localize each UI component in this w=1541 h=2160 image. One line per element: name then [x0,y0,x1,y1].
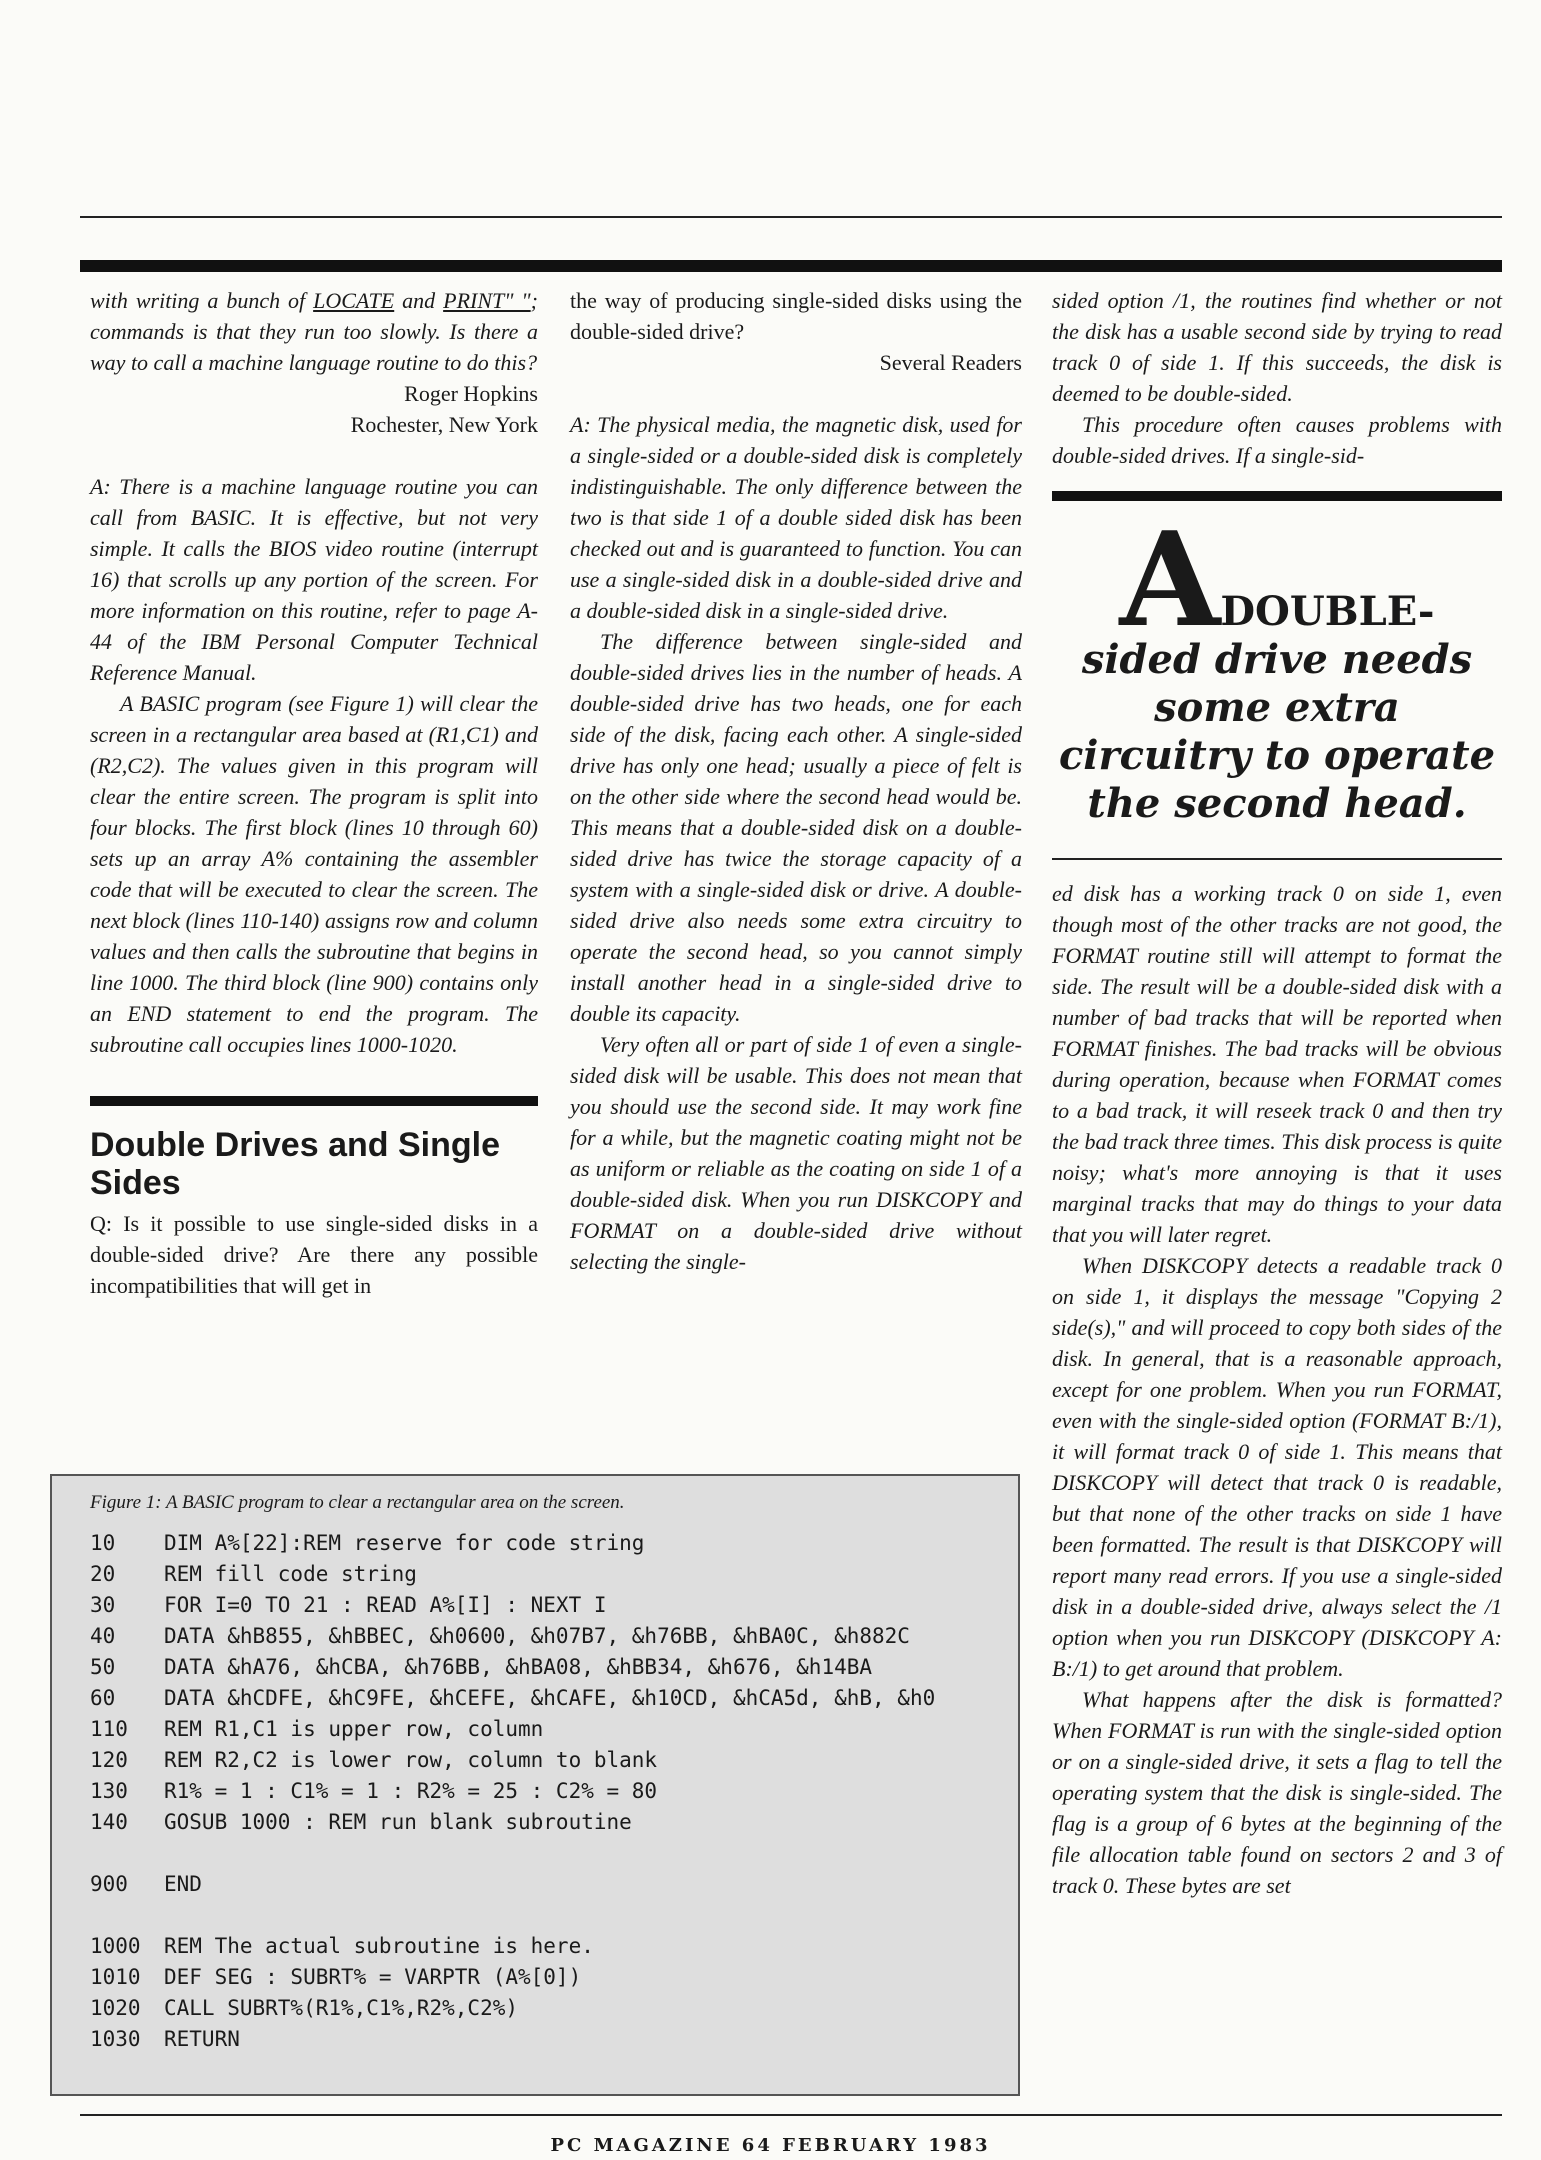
top-thin-rule [80,216,1502,218]
line-code: DATA &hB855, &hBBEC, &h0600, &h07B7, &h76BB, &hBA0C, &h882C [164,1624,910,1648]
section-bar [90,1096,538,1106]
code-blank-line [90,1900,998,1931]
line-number: 120 [90,1748,128,1772]
line-code: REM R1,C1 is upper row, column [164,1717,544,1741]
line-number: 40 [90,1624,116,1648]
body-paragraph: What happens after the disk is formatted? When FORMAT is run with the single-sided option or on a single-sided drive, it sets a flag to tell the operating system that the disk is single-sided. The flag is a group of 6 bytes at the beginning of the file allocation table found on sectors 2 and 3 of track 0. These bytes are set [1052,1687,1502,1898]
line-code: GOSUB 1000 : REM run blank subroutine [164,1810,632,1834]
line-number: 1000 [90,1934,141,1958]
line-number: 1010 [90,1965,141,1989]
code-line [90,1962,998,1993]
line-code: DATA &hA76, &hCBA, &h76BB, &hBA08, &hBB34, &h676, &h14BA [164,1655,873,1679]
signature-readers: Several Readers [879,350,1022,375]
figure-caption: Figure 1: A BASIC program to clear a rectangular area on the screen. [90,1492,625,1513]
section-heading: Double Drives and Single Sides [90,1126,500,1202]
line-code: RETURN [164,2027,240,2051]
line-code: R1% = 1 : C1% = 1 : R2% = 25 : C2% = 80 [164,1779,658,1803]
body-paragraph: Very often all or part of side 1 of even a single-sided disk will be usable. This does not mean that you should use the second side. It may work fine for a while, but the magnetic coating might not be as uniform or reliable as the coating on side 1 of a double-sided disk. When you run DISKCOPY and FORMAT on a double-sided drive without selecting the single- [570,1032,1022,1274]
pull-quote: ADOUBLE- sided drive needs some extra circuitry to operate the second head. [1058,503,1496,827]
code-line [90,1931,998,1962]
line-code: DEF SEG : SUBRT% = VARPTR (A%[0]) [164,1965,582,1989]
line-code: CALL SUBRT%(R1%,C1%,R2%,C2%) [164,1996,519,2020]
column-3 [1052,285,1502,1901]
signature-name: Roger Hopkins [404,381,538,406]
page-footer: PC MAGAZINE 64 FEBRUARY 1983 [550,2135,991,2156]
body-paragraph: This procedure often causes problems with double-sided drives. If a single-sid- [1052,412,1502,468]
answer-paragraph: A: There is a machine language routine you can call from BASIC. It is effective, but not very simple. It calls the BIOS video routine (interrupt 16) that scrolls up any portion of the screen. For more information on this routine, refer to page A-44 of the IBM Personal Computer Technical Reference Manual. [90,474,538,685]
line-number: 130 [90,1779,128,1803]
code-line [90,1559,998,1590]
top-thick-rule [80,260,1502,272]
body-paragraph: ed disk has a working track 0 on side 1, even though most of the other tracks are not good, the FORMAT routine still will attempt to format the side. The result will be a double-sided disk with a number of bad tracks that will be reported when FORMAT finishes. The bad tracks will be obvious during operation, because when FORMAT comes to a bad track, it will reseek track 0 and then try the bad track three times. This disk process is quite noisy; what's more annoying is that it uses marginal tracks that may do things to your data that you will later regret. [1052,881,1502,1247]
line-code: REM R2,C2 is lower row, column to blank [164,1748,658,1772]
body-paragraph: When DISKCOPY detects a readable track 0 on side 1, it displays the message "Copying 2 side(s)," and will proceed to copy both sides of the disk. In general, that is a reasonable approach, except for one problem. When you run FORMAT, even with the single-sided option (FORMAT B:/1), it will format track 0 of side 1. This means that DISKCOPY will detect that track 0 is readable, but that none of the other tracks on side 1 have been formatted. The result is that DISKCOPY will report many read errors. If you use a single-sided disk in a double-sided drive, always select the /1 option when you run DISKCOPY (DISKCOPY A: B:/1) to get around that problem. [1052,1253,1502,1681]
print-keyword: PRINT" " [443,288,531,313]
code-listing [90,1528,998,2055]
body-paragraph: The difference between single-sided and double-sided drives lies in the number of heads. A double-sided drive has two heads, one for each side of the disk, facing each other. A single-sided drive has only one head; usually a piece of felt is on the other side where the second head would be. This means that a double-sided disk on a double-sided drive has twice the storage capacity of a system with a single-sided disk or drive. A double-sided drive also needs some extra circuitry to operate the second head, so you cannot simply install another head in a single-sided drive to double its capacity. [570,629,1022,1026]
line-code: END [164,1872,202,1896]
question-paragraph: Q: Is it possible to use single-sided disks in a double-sided drive? Are there any possible incompatibilities that will get in [90,1211,538,1298]
body-paragraph: sided option /1, the routines find whether or not the disk has a usable second side by trying to read track 0 of side 1. If this succeeds, the disk is deemed to be double-sided. [1052,288,1502,406]
code-line [90,1683,998,1714]
code-line [90,1621,998,1652]
code-blank-line [90,1838,998,1869]
code-line [90,1714,998,1745]
column-1 [90,285,538,1301]
line-number: 30 [90,1593,116,1617]
question-end: the way of producing single-sided disks using the double-sided drive? [570,288,1022,344]
pullquote-drop-cap: A [1119,503,1221,656]
code-line [90,1528,998,1559]
line-code: DATA &hCDFE, &hC9FE, &hCEFE, &hCAFE, &h10CD, &hCA5d, &hB, &h0 [164,1686,936,1710]
pullquote-rule [1052,858,1502,860]
line-number: 1030 [90,2027,141,2051]
line-number: 20 [90,1562,116,1586]
code-line [90,1590,998,1621]
line-number: 10 [90,1531,116,1555]
question-continued: with writing a bunch of LOCATE and PRINT" "; commands is that they run too slowly. Is there a way to call a machine language routine to do this? [90,288,538,375]
code-line [90,1652,998,1683]
code-line [90,1869,998,1900]
line-code: FOR I=0 TO 21 : READ A%[I] : NEXT I [164,1593,607,1617]
line-number: 1020 [90,1996,141,2020]
line-number: 110 [90,1717,128,1741]
answer-paragraph-2: A BASIC program (see Figure 1) will clear the screen in a rectangular area based at (R1,C1) and (R2,C2). The values given in this program will clear the entire screen. The program is split into four blocks. The first block (lines 10 through 60) sets up an array A% containing the assembler code that will be executed to clear the screen. The next block (lines 110-140) assigns row and column values and then calls the subroutine that begins in line 1000. The third block (line 900) contains only an END statement to end the program. The subroutine call occupies lines 1000-1020. [90,691,538,1057]
code-line [90,2024,998,2055]
code-line [90,1745,998,1776]
line-code: REM The actual subroutine is here. [164,1934,594,1958]
code-line [90,1993,998,2024]
answer-paragraph: A: The physical media, the magnetic disk, used for a single-sided or a double-sided disk is completely indistinguishable. The only difference between the two is that side 1 of a double sided disk has been checked out and is guaranteed to function. You can use a single-sided disk in a double-sided drive and a double-sided disk in a single-sided drive. [570,412,1022,623]
code-line [90,1807,998,1838]
line-number: 900 [90,1872,128,1896]
pullquote-bar [1052,491,1502,501]
figure-1-code-box [50,1474,1020,2096]
line-number: 50 [90,1655,116,1679]
line-code: REM fill code string [164,1562,417,1586]
line-number: 140 [90,1810,128,1834]
line-number: 60 [90,1686,116,1710]
locate-keyword: LOCATE [313,288,395,313]
code-line [90,1776,998,1807]
signature-place: Rochester, New York [350,412,538,437]
line-code: DIM A%[22]:REM reserve for code string [164,1531,645,1555]
footer-rule [80,2114,1502,2116]
column-2 [570,285,1022,1277]
